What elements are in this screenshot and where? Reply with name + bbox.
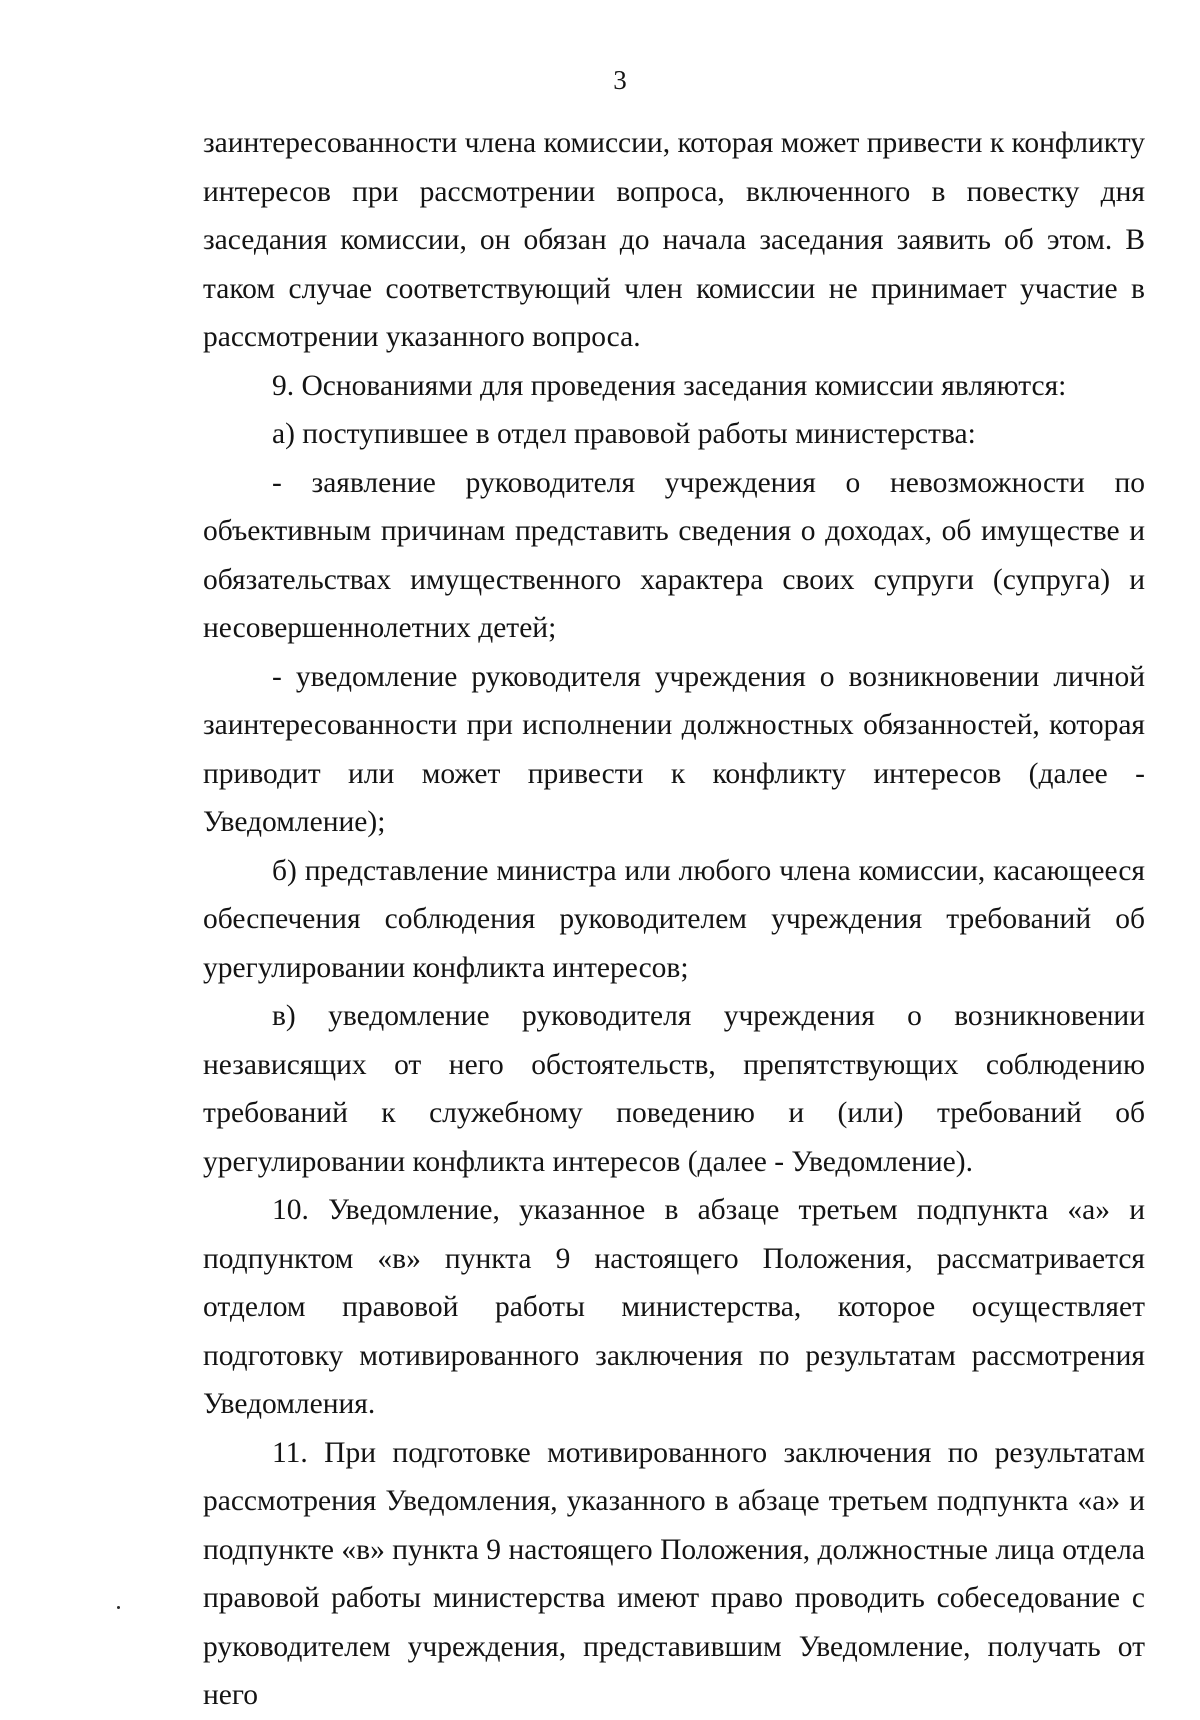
page-number: 3 xyxy=(613,65,627,95)
paragraph-subitem-b: б) представление министра или любого члена комиссии, касающееся обеспечения соблюдения руководителем учреждения требований об урегулировании конфликта интересов; xyxy=(203,854,1145,984)
paragraph-item-9: 9. Основаниями для проведения заседания комиссии являются: xyxy=(272,369,1067,402)
paragraph-item-10: 10. Уведомление, указанное в абзаце третьем подпункта «а» и подпунктом «в» пункта 9 настоящего Положения, рассматривается отделом правовой работы министерства, которое осуществляет подготовку мотивированного заключения по результатам рассмотрения Уведомления. xyxy=(203,1194,1145,1420)
paragraph-bullet-statement: - заявление руководителя учреждения о невозможности по объективным причинам представить сведения о доходах, об имуществе и обязательствах имущественного характера своих супруги (супруга) и несовершеннолетних детей; xyxy=(203,466,1145,644)
paragraph-item-11: 11. При подготовке мотивированного заключения по результатам рассмотрения Уведомления, указанного в абзаце третьем подпункта «а» и подпункте «в» пункта 9 настоящего Положения, должностные лица отдела правовой работы министерства имеют право проводить собеседование с руководителем учреждения, представившим Уведомление, получать от него xyxy=(203,1436,1145,1711)
paragraph-subitem-a: а) поступившее в отдел правовой работы министерства: xyxy=(272,418,976,450)
paragraph-continuation: заинтересованности члена комиссии, которая может привести к конфликту интересов при рассмотрении вопроса, включенного в повестку дня заседания комиссии, он обязан до начала заседания заявить об этом. В таком случае соответствующий член комиссии не принимает участие в рассмотрении указанного вопроса. xyxy=(203,127,1145,353)
scan-artifact-dot xyxy=(117,1606,120,1609)
paragraph-bullet-notification: - уведомление руководителя учреждения о возникновении личной заинтересованности при исполнении должностных обязанностей, которая приводит или может привести к конфликту интересов (далее - Уведомление); xyxy=(203,660,1145,838)
paragraph-subitem-v: в) уведомление руководителя учреждения о возникновении независящих от него обстоятельств, препятствующих соблюдению требований к служебному поведению и (или) требований об урегулировании конфликта интересов (далее - Уведомление). xyxy=(203,1000,1145,1178)
document-body xyxy=(203,119,1145,1720)
